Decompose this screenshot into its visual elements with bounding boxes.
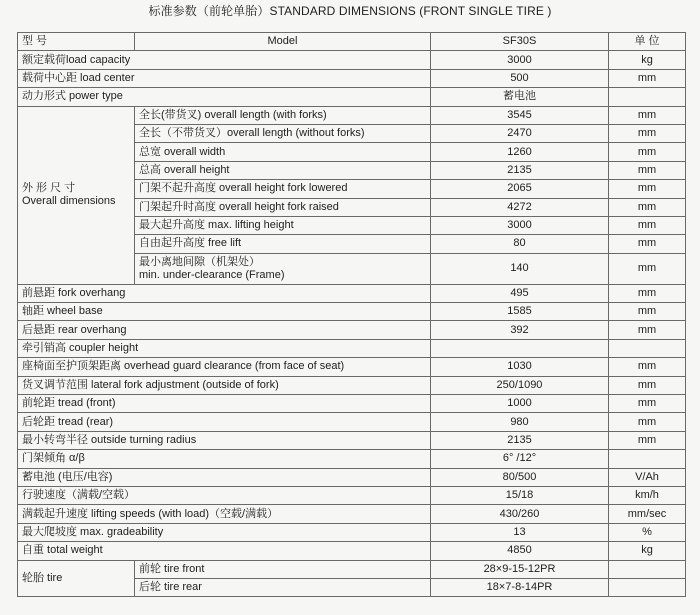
param-unit: mm	[609, 321, 686, 339]
param-unit	[609, 450, 686, 468]
table-row	[18, 376, 686, 394]
table-row	[18, 505, 686, 523]
table-row	[18, 431, 686, 449]
header-value: SF30S	[431, 33, 609, 51]
table-row	[18, 560, 686, 578]
param-value: 430/260	[431, 505, 609, 523]
param-unit: mm	[609, 143, 686, 161]
param-name: 货叉调节范围 lateral fork adjustment (outside of fork)	[18, 376, 431, 394]
param-name: 轴距 wheel base	[18, 303, 431, 321]
group-tire: 轮胎 tire	[18, 560, 135, 597]
table-row	[18, 88, 686, 106]
param-unit	[609, 560, 686, 578]
table-row	[18, 69, 686, 87]
param-value: 4272	[431, 198, 609, 216]
param-name: 自由起升高度 free lift	[135, 235, 431, 253]
param-value: 1585	[431, 303, 609, 321]
param-value: 80	[431, 235, 609, 253]
param-name: 满载起升速度 lifting speeds (with load)（空载/满载）	[18, 505, 431, 523]
param-value: 3545	[431, 106, 609, 124]
param-unit: %	[609, 523, 686, 541]
param-unit: mm	[609, 395, 686, 413]
clearance-label-cn: 最小离地间隙（机架处）	[139, 255, 260, 268]
param-name: 牵引销高 coupler height	[18, 339, 431, 357]
param-value: 392	[431, 321, 609, 339]
param-unit: mm	[609, 284, 686, 302]
param-value: 6° /12°	[431, 450, 609, 468]
param-unit: mm	[609, 69, 686, 87]
param-name-clearance	[135, 253, 431, 284]
table-row	[18, 303, 686, 321]
param-value	[431, 339, 609, 357]
param-name: 门架不起升高度 overall height fork lowered	[135, 180, 431, 198]
param-name: 全长（不带货叉）overall length (without forks)	[135, 124, 431, 142]
param-value: 18×7-8-14PR	[431, 578, 609, 596]
param-name: 行驶速度（满载/空载）	[18, 486, 431, 504]
param-unit: mm	[609, 180, 686, 198]
param-value: 2135	[431, 161, 609, 179]
param-name: 自重 total weight	[18, 542, 431, 560]
param-unit: V/Ah	[609, 468, 686, 486]
param-unit: mm	[609, 253, 686, 284]
header-row	[18, 33, 686, 51]
param-name: 前轮距 tread (front)	[18, 395, 431, 413]
param-value: 2135	[431, 431, 609, 449]
param-name: 动力形式 power type	[18, 88, 431, 106]
param-unit: mm	[609, 413, 686, 431]
group-label-cn: 外 形 尺 寸	[22, 182, 76, 195]
table-row	[18, 284, 686, 302]
param-unit: mm	[609, 235, 686, 253]
param-value: 13	[431, 523, 609, 541]
param-name: 最小转弯半径 outside turning radius	[18, 431, 431, 449]
param-value: 500	[431, 69, 609, 87]
table-row	[18, 523, 686, 541]
param-unit: km/h	[609, 486, 686, 504]
table-row	[18, 358, 686, 376]
param-name: 门架起升时高度 overall height fork raised	[135, 198, 431, 216]
param-name: 后轮 tire rear	[135, 578, 431, 596]
param-value: 28×9-15-12PR	[431, 560, 609, 578]
param-unit: mm	[609, 124, 686, 142]
param-name: 总宽 overall width	[135, 143, 431, 161]
header-label: 型 号	[18, 33, 135, 51]
param-name: 后悬距 rear overhang	[18, 321, 431, 339]
param-value: 2065	[431, 180, 609, 198]
param-value: 250/1090	[431, 376, 609, 394]
param-value: 495	[431, 284, 609, 302]
param-value: 蓄电池	[431, 88, 609, 106]
param-unit	[609, 88, 686, 106]
param-unit: kg	[609, 542, 686, 560]
group-overall-dimensions	[18, 106, 135, 284]
param-name: 总高 overall height	[135, 161, 431, 179]
sheet-title: 标准参数（前轮单胎）STANDARD DIMENSIONS (FRONT SINGLE TIRE )	[148, 4, 552, 18]
param-name: 前悬距 fork overhang	[18, 284, 431, 302]
param-value: 2470	[431, 124, 609, 142]
param-value: 1000	[431, 395, 609, 413]
param-name: 全长(带货叉) overall length (with forks)	[135, 106, 431, 124]
param-value: 140	[431, 253, 609, 284]
spec-table	[17, 32, 686, 597]
table-row	[18, 542, 686, 560]
param-unit: mm	[609, 161, 686, 179]
clearance-label-en: min. under-clearance (Frame)	[139, 268, 285, 281]
param-unit: mm	[609, 216, 686, 234]
param-value: 15/18	[431, 486, 609, 504]
param-name: 门架倾角 α/β	[18, 450, 431, 468]
param-unit: mm	[609, 431, 686, 449]
param-unit: mm/sec	[609, 505, 686, 523]
param-unit: mm	[609, 358, 686, 376]
param-name: 座椅面至护顶架距离 overhead guard clearance (from face of seat)	[18, 358, 431, 376]
param-unit	[609, 578, 686, 596]
table-row	[18, 450, 686, 468]
param-value: 3000	[431, 51, 609, 69]
param-name: 后轮距 tread (rear)	[18, 413, 431, 431]
table-row	[18, 51, 686, 69]
table-row	[18, 106, 686, 124]
table-row	[18, 468, 686, 486]
table-row	[18, 486, 686, 504]
param-name: 额定载荷load capacity	[18, 51, 431, 69]
param-unit: mm	[609, 303, 686, 321]
param-value: 1260	[431, 143, 609, 161]
param-value: 980	[431, 413, 609, 431]
header-model: Model	[135, 33, 431, 51]
param-name: 载荷中心距 load center	[18, 69, 431, 87]
param-name: 最大起升高度 max. lifting height	[135, 216, 431, 234]
param-unit: mm	[609, 198, 686, 216]
table-row	[18, 395, 686, 413]
group-label-en: Overall dimensions	[22, 195, 116, 208]
param-unit	[609, 339, 686, 357]
param-name: 前轮 tire front	[135, 560, 431, 578]
table-row	[18, 339, 686, 357]
param-unit: kg	[609, 51, 686, 69]
param-value: 4850	[431, 542, 609, 560]
param-unit: mm	[609, 106, 686, 124]
table-row	[18, 321, 686, 339]
table-row	[18, 413, 686, 431]
param-value: 80/500	[431, 468, 609, 486]
param-value: 1030	[431, 358, 609, 376]
param-name: 最大爬坡度 max. gradeability	[18, 523, 431, 541]
param-name: 蓄电池 (电压/电容)	[18, 468, 431, 486]
param-value: 3000	[431, 216, 609, 234]
header-unit: 单 位	[609, 33, 686, 51]
param-unit: mm	[609, 376, 686, 394]
